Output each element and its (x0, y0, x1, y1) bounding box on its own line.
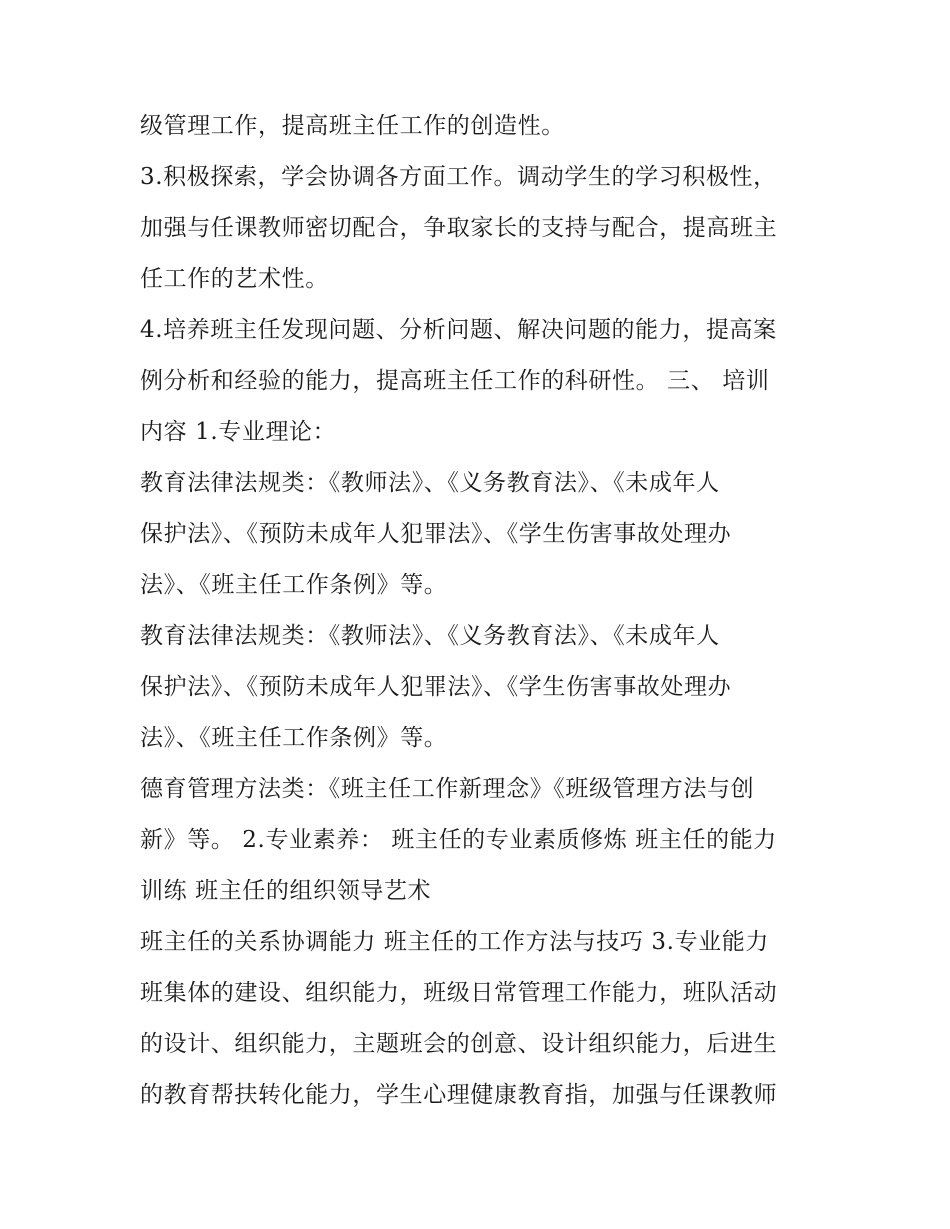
text-line: 教育法律法规类：《教师法》、《义务教育法》、《未成年人 (140, 623, 720, 649)
text-line: 例分析和经验的能力，提高班主任工作的科研性。 三、 培训 (140, 368, 770, 394)
text-line: 班主任的关系协调能力 班主任的工作方法与技巧 3.专业能力 (140, 929, 769, 955)
text-line: 德育管理方法类：《班主任工作新理念》《班级管理方法与创 (140, 776, 755, 802)
text-line: 新》等。 2.专业素养： 班主任的专业素质修炼 班主任的能力 (140, 827, 777, 853)
text-line: 的教育帮扶转化能力，学生心理健康教育指，加强与任课教师 (140, 1082, 778, 1108)
text-line: 级管理工作，提高班主任工作的创造性。 (140, 113, 565, 139)
text-line: 保护法》、《预防未成年人犯罪法》、《学生伤害事故处理办 (140, 674, 732, 700)
text-line: 的设计、组织能力，主题班会的创意、设计组织能力，后进生 (140, 1031, 778, 1057)
text-line: 内容 1.专业理论： (140, 419, 337, 445)
text-line: 3.积极探索，学会协调各方面工作。调动学生的学习积极性， (140, 164, 777, 190)
text-line: 任工作的艺术性。 (140, 266, 329, 292)
text-line: 加强与任课教师密切配合，争取家长的支持与配合，提高班主 (140, 215, 778, 241)
text-line: 法》、《班主任工作条例》等。 (140, 725, 448, 751)
text-line: 法》、《班主任工作条例》等。 (140, 572, 448, 598)
text-line: 教育法律法规类：《教师法》、《义务教育法》、《未成年人 (140, 470, 720, 496)
text-line: 训练 班主任的组织领导艺术 (140, 878, 432, 904)
text-line: 班集体的建设、组织能力，班级日常管理工作能力，班队活动 (140, 980, 778, 1006)
text-line: 保护法》、《预防未成年人犯罪法》、《学生伤害事故处理办 (140, 521, 732, 547)
text-line: 4.培养班主任发现问题、分析问题、解决问题的能力，提高案 (140, 317, 777, 343)
